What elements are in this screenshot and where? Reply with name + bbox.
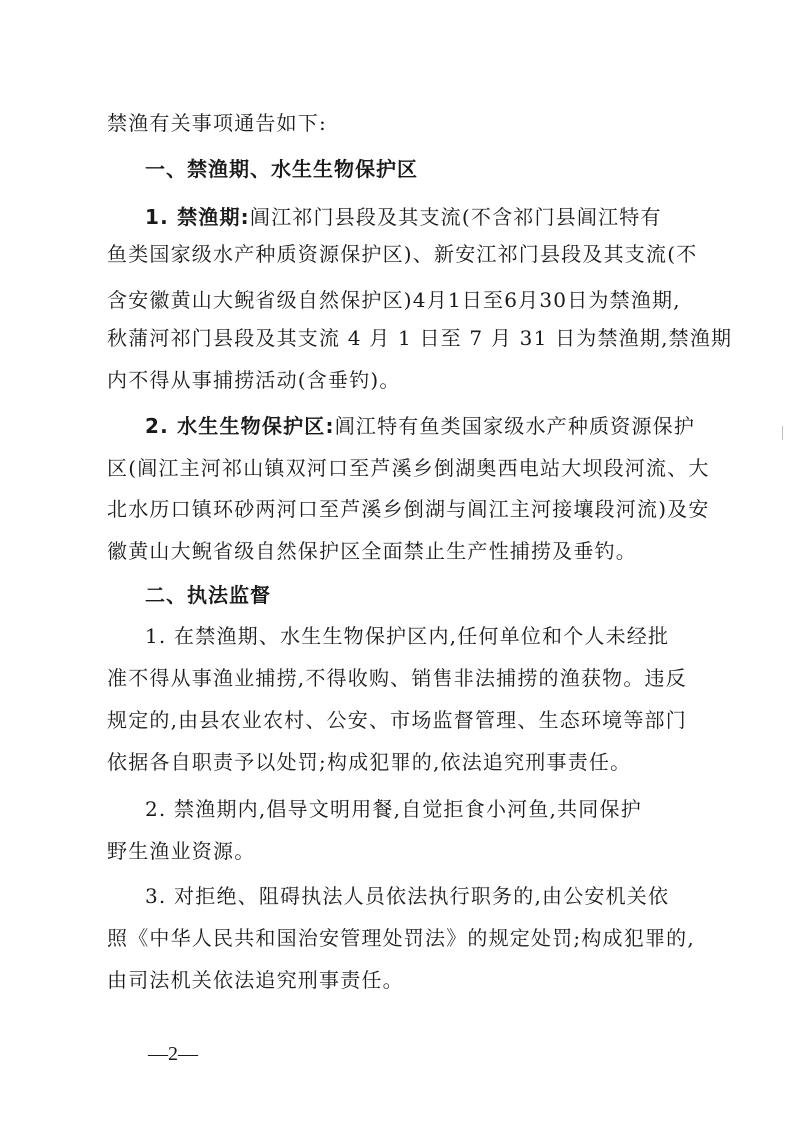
item-2-label: 2. 水生生物保护区:	[145, 414, 335, 438]
item-1-label: 1. 禁渔期:	[145, 205, 250, 229]
page-number: —2—	[148, 1043, 198, 1065]
paragraph-line: 2. 禁渔期内,倡导文明用餐,自觉拒食小河鱼,共同保护	[145, 797, 642, 821]
paragraph-line: 区(阊江主河祁山镇双河口至芦溪乡倒湖奥西电站大坝段河流、大	[107, 456, 710, 480]
paragraph-line: 1. 在禁渔期、水生生物保护区内,任何单位和个人未经批	[145, 624, 670, 648]
scan-edge-mark	[782, 426, 787, 440]
intro-line: 禁渔有关事项通告如下:	[107, 111, 327, 135]
paragraph-line: 徽黄山大鲵省级自然保护区全面禁止生产性捕捞及垂钓。	[107, 539, 637, 563]
paragraph-line: 照《中华人民共和国治安管理处罚法》的规定处罚;构成犯罪的,	[107, 926, 695, 950]
paragraph-line: 由司法机关依法追究刑事责任。	[107, 968, 404, 992]
paragraph-line: 规定的,由县农业农村、公安、市场监督管理、生态环境等部门	[107, 708, 687, 732]
section-1-item-2-first-line	[145, 412, 695, 440]
paragraph-line: 含安徽黄山大鲵省级自然保护区)4月1日至6月30日为禁渔期,	[107, 288, 681, 312]
paragraph-line: 阊江特有鱼类国家级水产种质资源保护	[334, 414, 696, 438]
paragraph-line: 秋蒲河祁门县段及其支流 4 月 1 日至 7 月 31 日为禁渔期,禁渔期	[107, 326, 733, 350]
section-2-heading: 二、执法监督	[145, 583, 271, 607]
section-1-item-1-first-line	[145, 203, 662, 231]
paragraph-line: 野生渔业资源。	[107, 839, 256, 863]
paragraph-line: 3. 对拒绝、阻碍执法人员依法执行职务的,由公安机关依	[145, 884, 670, 908]
paragraph-line: 北水历口镇环砂两河口至芦溪乡倒湖与阊江主河接壤段河流)及安	[107, 497, 710, 521]
paragraph-line: 内不得从事捕捞活动(含垂钓)。	[107, 368, 401, 392]
section-1-heading: 一、禁渔期、水生生物保护区	[145, 157, 418, 181]
paragraph-line: 阊江祁门县段及其支流(不含祁门县阊江特有	[249, 205, 662, 229]
paragraph-line: 依据各自职责予以处罚;构成犯罪的,依法追究刑事责任。	[107, 750, 632, 774]
paragraph-line: 准不得从事渔业捕捞,不得收购、销售非法捕捞的渔获物。违反	[107, 666, 687, 690]
paragraph-line: 鱼类国家级水产种质资源保护区)、新安江祁门县段及其支流(不	[107, 242, 698, 266]
